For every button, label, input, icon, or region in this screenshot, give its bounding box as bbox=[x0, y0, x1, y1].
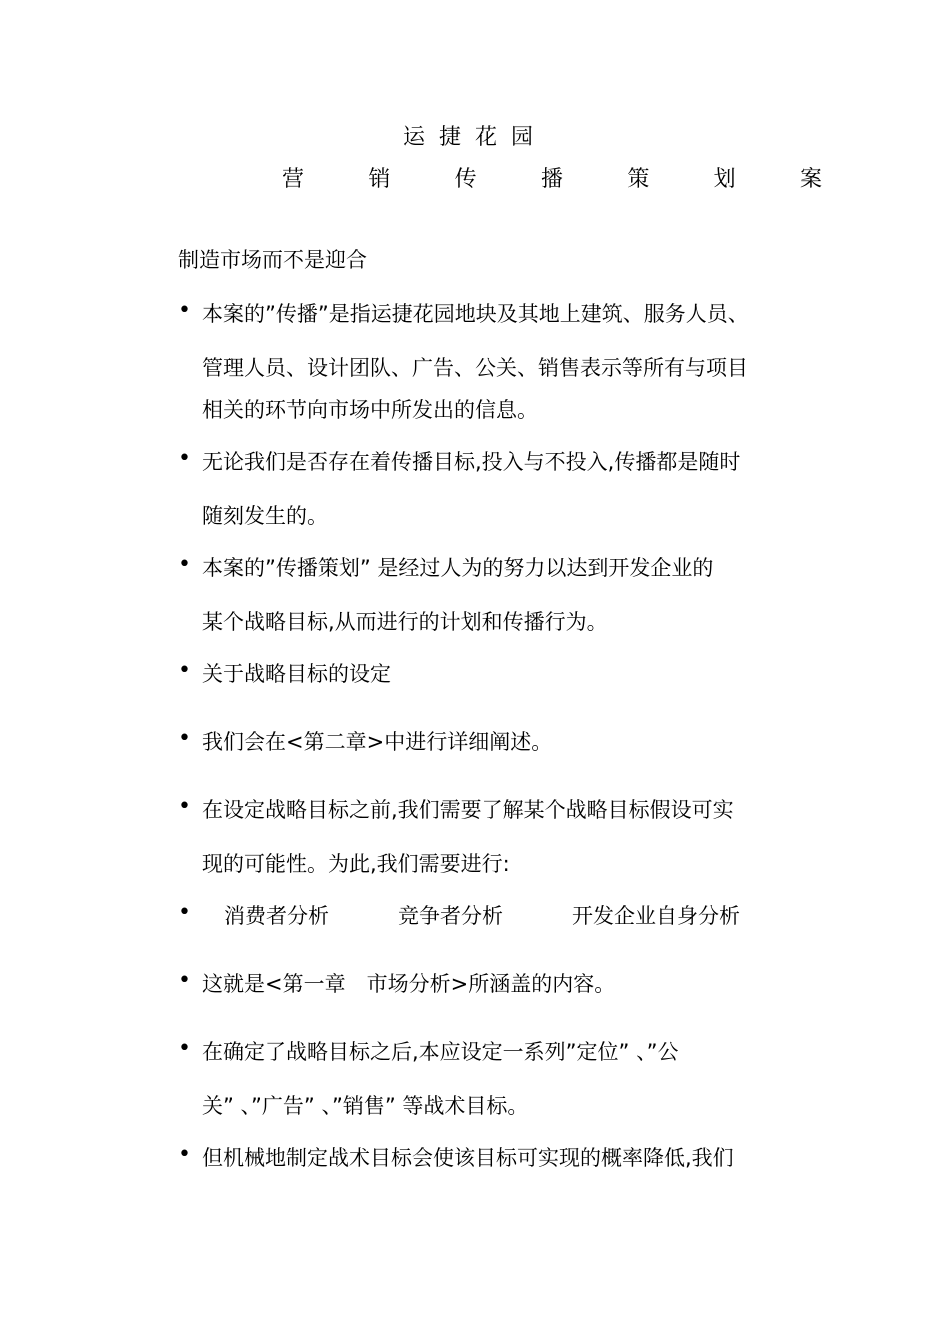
item-line: 在确定了战略目标之后,本应设定一系列”定位” 、”公 bbox=[202, 1040, 679, 1064]
item-line: 随刻发生的。 bbox=[202, 504, 328, 528]
item-line: 但机械地制定战术目标会使该目标可实现的概率降低,我们 bbox=[202, 1146, 734, 1170]
item-line: 关” 、”广告” 、”销售” 等战术目标。 bbox=[202, 1094, 529, 1118]
item-line: 管理人员、设计团队、广告、公关、销售表示等所有与项目 bbox=[202, 356, 748, 380]
item-line: 我们会在<第二章>中进行详细阐述。 bbox=[202, 730, 553, 754]
bullet-icon: • bbox=[178, 658, 191, 683]
item-line: 无论我们是否存在着传播目标,投入与不投入,传播都是随时 bbox=[202, 450, 741, 474]
bullet-icon: • bbox=[178, 900, 191, 925]
item-line: 现的可能性。为此,我们需要进行: bbox=[202, 852, 510, 876]
bullet-icon: • bbox=[178, 298, 191, 323]
document-subtitle bbox=[282, 162, 822, 193]
analysis-competitor: 竞争者分析 bbox=[398, 904, 503, 928]
item-line: 相关的环节向市场中所发出的信息。 bbox=[202, 398, 538, 422]
bullet-icon: • bbox=[178, 968, 191, 993]
subtitle-char: 划 bbox=[713, 167, 736, 192]
item-line: 本案的”传播”是指运捷花园地块及其地上建筑、服务人员、 bbox=[202, 302, 749, 326]
bullet-icon: • bbox=[178, 794, 191, 819]
subtitle-char: 策 bbox=[627, 167, 650, 192]
bullet-icon: • bbox=[178, 726, 191, 751]
subtitle-char: 案 bbox=[799, 167, 822, 192]
item-line: 在设定战略目标之前,我们需要了解某个战略目标假设可实 bbox=[202, 798, 734, 822]
section-heading: 制造市场而不是迎合 bbox=[178, 248, 367, 272]
subtitle-char: 播 bbox=[540, 167, 563, 192]
item-line: 关于战略目标的设定 bbox=[202, 662, 391, 686]
bullet-icon: • bbox=[178, 552, 191, 577]
subtitle-char: 营 bbox=[282, 167, 305, 192]
bullet-icon: • bbox=[178, 1142, 191, 1167]
bullet-icon: • bbox=[178, 446, 191, 471]
analysis-self: 开发企业自身分析 bbox=[572, 904, 740, 928]
bullet-icon: • bbox=[178, 1036, 191, 1061]
analysis-consumer: 消费者分析 bbox=[224, 904, 329, 928]
subtitle-char: 销 bbox=[368, 167, 391, 192]
document-title: 运捷花园 bbox=[402, 125, 547, 150]
item-line: 本案的”传播策划” 是经过人为的努力以达到开发企业的 bbox=[202, 556, 714, 580]
subtitle-char: 传 bbox=[454, 167, 477, 192]
item-line: 这就是<第一章 市场分析>所涵盖的内容。 bbox=[202, 972, 616, 996]
item-line: 某个战略目标,从而进行的计划和传播行为。 bbox=[202, 610, 608, 634]
